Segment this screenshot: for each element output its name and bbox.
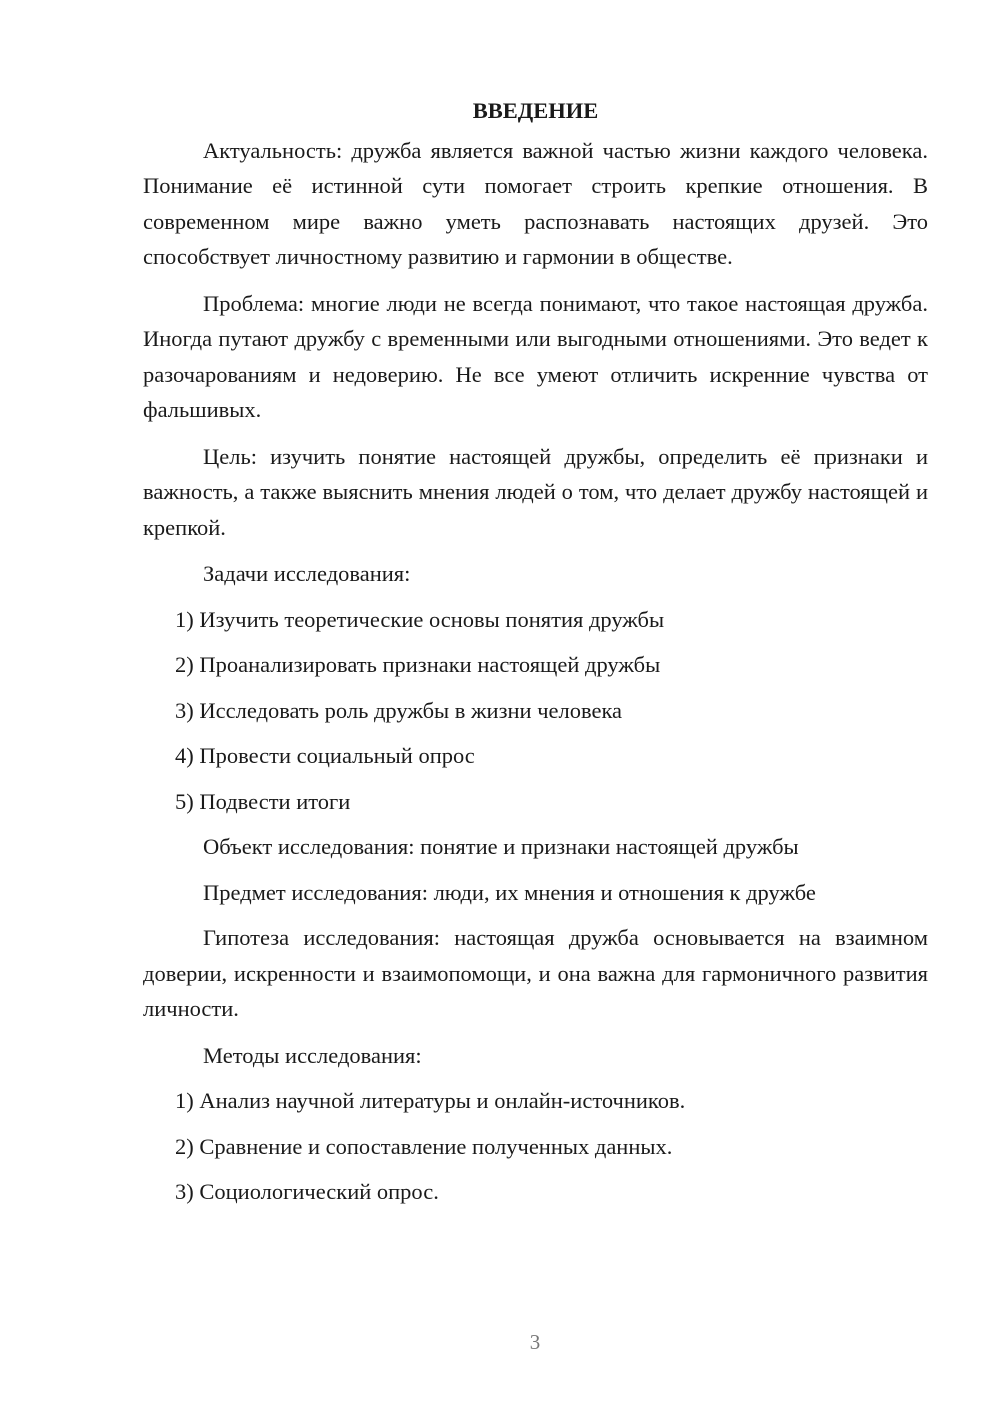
methods-heading: Методы исследования: — [203, 1042, 422, 1068]
list-item: 4) Провести социальный опрос — [175, 743, 475, 768]
research-subject: Предмет исследования: люди, их мнения и отношения к дружбе — [203, 879, 816, 905]
list-item: 3) Исследовать роль дружбы в жизни человека — [175, 697, 623, 723]
hypothesis-paragraph: Гипотеза исследования: настоящая дружба основывается на взаимном доверии, искренности и взаимопомощи, и она важна для гармоничного развития личности. — [143, 925, 928, 1021]
list-item: 5) Подвести итоги — [175, 788, 351, 814]
relevance-paragraph: Актуальность: дружба является важной частью жизни каждого человека. Понимание её истинной сути помогает строить крепкие отношения. В современном мире важно уметь распознавать настоящих друзей. Это способствует личностному развитию и гармонии в обществе. — [143, 137, 928, 269]
research-object: Объект исследования: понятие и признаки настоящей дружбы — [203, 834, 799, 859]
list-item: 2) Сравнение и сопоставление полученных данных. — [175, 1133, 673, 1159]
page-content — [143, 93, 928, 1220]
list-item: 2) Проанализировать признаки настоящей дружбы — [175, 652, 661, 677]
section-title: ВВЕДЕНИЕ — [472, 98, 599, 123]
problem-paragraph: Проблема: многие люди не всегда понимают, что такое настоящая дружба. Иногда путают дружбу с временными или выгодными отношениями. Это ведет к разочарованиям и недоверию. Не все умеют отличить искренние чувства от фальшивых. — [143, 290, 928, 422]
list-item: 1) Изучить теоретические основы понятия дружбы — [175, 606, 665, 632]
tasks-heading: Задачи исследования: — [203, 561, 411, 586]
page-number: 3 — [529, 1330, 541, 1354]
goal-paragraph: Цель: изучить понятие настоящей дружбы, определить её признаки и важность, а также выяснить мнения людей о том, что делает дружбу настоящей и крепкой. — [143, 443, 928, 540]
list-item: 3) Социологический опрос. — [175, 1179, 439, 1204]
methods-list — [143, 1083, 928, 1210]
tasks-list — [143, 602, 928, 820]
list-item: 1) Анализ научной литературы и онлайн-источников. — [175, 1088, 686, 1113]
